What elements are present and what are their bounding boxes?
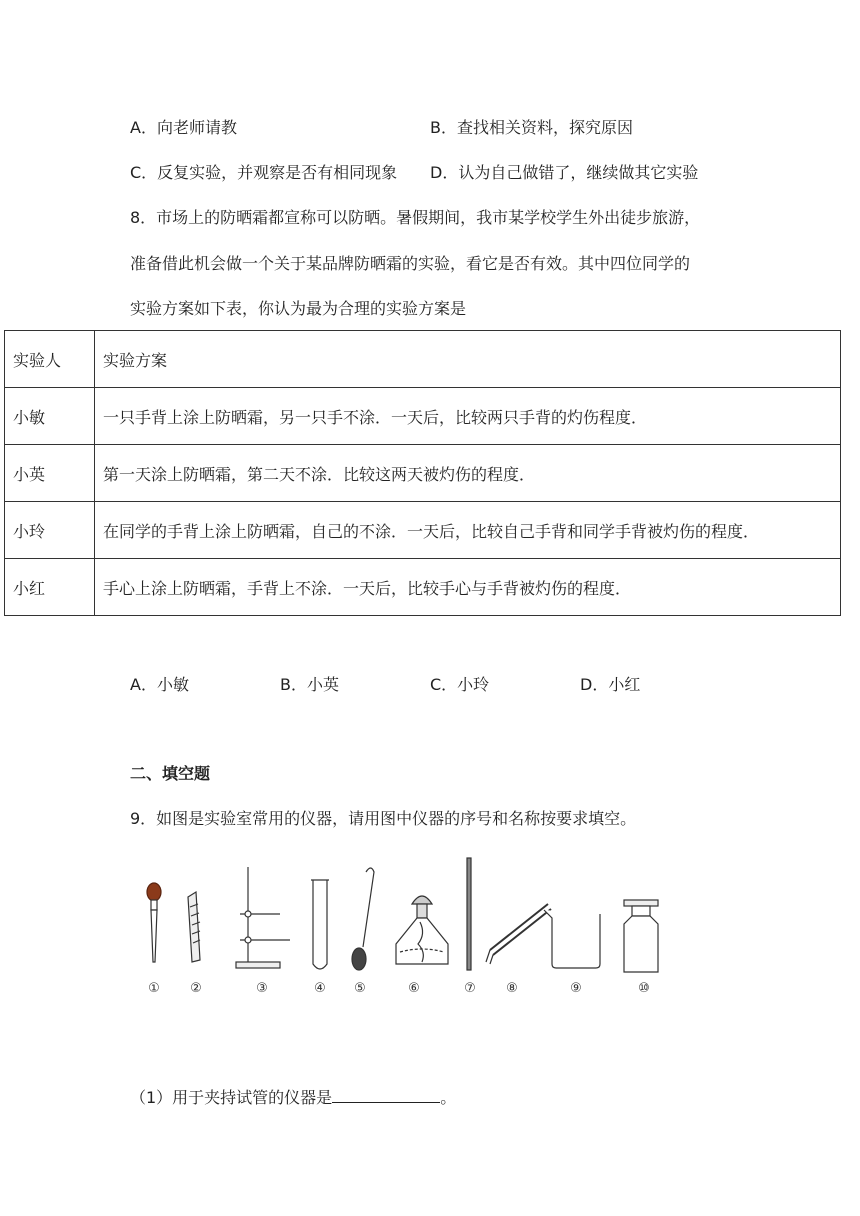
figure-label: ⑦ [464, 981, 476, 996]
q8-stem-line-1: 8．市场上的防晒霜都宣称可以防晒。暑假期间，我市某学校学生外出徒步旅游， [130, 208, 701, 227]
q7-option-b: B．查找相关资料，探究原因 [430, 118, 633, 137]
table-cell-plan: 手心上涂上防晒霜，手背上不涂．一天后，比较手心与手背被灼伤的程度． [95, 559, 841, 616]
iron-stand-icon [236, 867, 290, 968]
q8-option-b: B．小英 [280, 675, 339, 694]
figure-label: ③ [256, 981, 268, 996]
dropper-icon [147, 883, 161, 962]
table-row [5, 559, 841, 616]
answer-blank[interactable] [332, 1084, 440, 1103]
q8-option-d: D．小红 [580, 675, 641, 694]
figure-label: ⑨ [570, 981, 582, 996]
q9-sub1-prefix: （1）用于夹持试管的仪器是 [130, 1088, 333, 1107]
q7-option-a: A．向老师请教 [130, 118, 237, 137]
figure-label: ① [148, 981, 160, 996]
table-cell-plan: 在同学的手背上涂上防晒霜，自己的不涂．一天后，比较自己手背和同学手背被灼伤的程度． [95, 502, 841, 559]
table-row [5, 388, 841, 445]
table-cell-plan: 第一天涂上防晒霜，第二天不涂．比较这两天被灼伤的程度． [95, 445, 841, 502]
beaker-icon [544, 910, 600, 968]
experiment-plan-table [4, 330, 841, 616]
figure-label: ② [190, 981, 202, 996]
q7-option-c: C．反复实验，并观察是否有相同现象 [130, 163, 398, 182]
q8-option-a: A．小敏 [130, 675, 189, 694]
q9-sub1-suffix: 。 [440, 1088, 457, 1107]
section-title: 二、填空题 [130, 764, 211, 783]
lab-instruments-figure [130, 852, 670, 1002]
table-header-row [5, 331, 841, 388]
q9-stem: 9．如图是实验室常用的仪器，请用图中仪器的序号和名称按要求填空。 [130, 809, 637, 828]
tweezers-icon [486, 904, 551, 964]
q9-sub1 [130, 1084, 456, 1110]
q7-option-d: D．认为自己做错了，继续做其它实验 [430, 163, 699, 182]
table-cell-name: 小红 [5, 559, 95, 616]
figure-label: ⑤ [354, 981, 366, 996]
q8-stem-line-3: 实验方案如下表，你认为最为合理的实验方案是 [130, 299, 467, 318]
table-row [5, 502, 841, 559]
reagent-bottle-icon [624, 900, 658, 972]
table-cell-name: 小英 [5, 445, 95, 502]
figure-label: ⑩ [638, 981, 650, 996]
alcohol-lamp-icon [396, 896, 448, 964]
table-header-cell: 实验方案 [95, 331, 841, 388]
q8-option-c: C．小玲 [430, 675, 490, 694]
figure-label: ⑧ [506, 981, 518, 996]
table-row [5, 445, 841, 502]
table-header-cell: 实验人 [5, 331, 95, 388]
table-cell-name: 小敏 [5, 388, 95, 445]
glass-rod-icon [467, 858, 471, 970]
table-cell-name: 小玲 [5, 502, 95, 559]
combustion-spoon-icon [352, 868, 374, 970]
q8-stem-line-2: 准备借此机会做一个关于某品牌防晒霜的实验，看它是否有效。其中四位同学的 [130, 254, 691, 273]
table-cell-plan: 一只手背上涂上防晒霜，另一只手不涂．一天后，比较两只手背的灼伤程度． [95, 388, 841, 445]
test-tube-holder-icon [188, 892, 200, 962]
figure-label: ④ [314, 981, 326, 996]
test-tube-icon [311, 880, 329, 969]
figure-label: ⑥ [408, 981, 420, 996]
